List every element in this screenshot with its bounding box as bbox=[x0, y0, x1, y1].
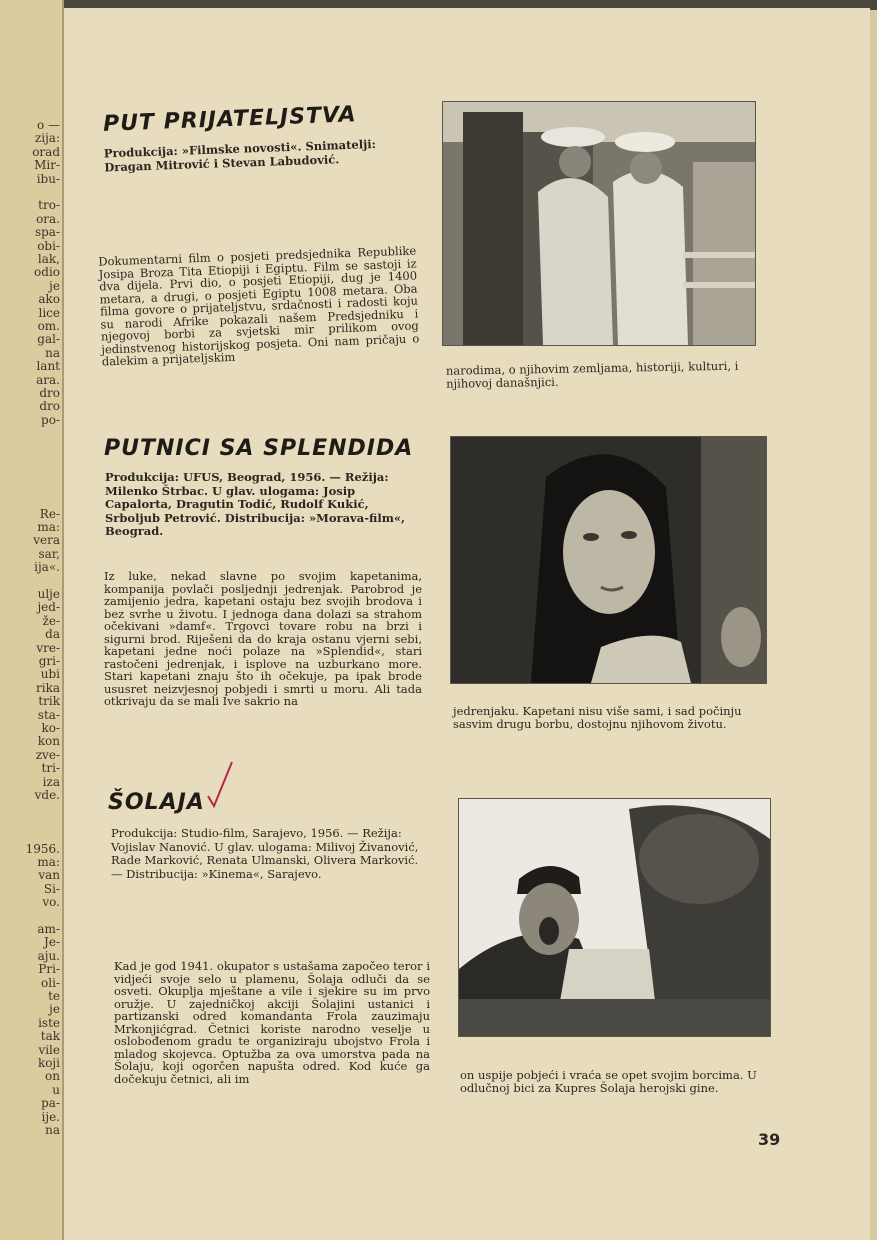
left-page-text-fragment: jed- bbox=[37, 600, 60, 615]
photo-man-shouting-image bbox=[459, 799, 770, 1036]
left-page-text-fragment: sta- bbox=[37, 707, 60, 722]
left-page-text-fragment: sar, bbox=[38, 546, 60, 561]
left-page-text-fragment: iza bbox=[42, 774, 60, 789]
left-page-text-fragment: je bbox=[49, 1002, 60, 1017]
left-page-text-fragment: gal- bbox=[37, 332, 60, 347]
photo-caption: narodima, o njihovim zemljama, historiji, kulturi, i njihovoj današnjici. bbox=[445, 358, 739, 391]
left-page-text-fragment: vre- bbox=[36, 640, 60, 655]
left-page-text-fragment: ora. bbox=[36, 211, 60, 226]
photo-woman-portrait bbox=[450, 436, 767, 684]
left-page-text-fragment: na bbox=[45, 345, 60, 360]
left-page-text-fragment: je bbox=[49, 278, 60, 293]
left-page-text-fragment: zve- bbox=[35, 747, 60, 762]
left-page-text-fragment: van bbox=[38, 868, 60, 883]
pen-checkmark-icon bbox=[206, 760, 236, 810]
left-page-text-fragment: Mir- bbox=[34, 158, 60, 173]
left-page-text-fragment: Re- bbox=[39, 506, 60, 521]
left-page-text-fragment: oli- bbox=[41, 975, 60, 990]
left-page-text-fragment: ma: bbox=[37, 855, 60, 869]
left-page-text-fragment: gri- bbox=[38, 654, 60, 668]
left-page-text-fragment: on bbox=[45, 1069, 60, 1084]
left-page-text-fragment: lice bbox=[38, 305, 60, 320]
left-page-text-fragment: zija: bbox=[34, 131, 60, 146]
left-page-text-fragment: dro bbox=[39, 386, 60, 400]
left-page-text-fragment: 1956. bbox=[25, 841, 60, 856]
left-page-text-fragment: ma: bbox=[37, 520, 60, 534]
page-number: 39 bbox=[758, 1130, 781, 1149]
left-page-text-fragment: te bbox=[48, 989, 60, 1003]
photo-man-shouting bbox=[458, 798, 771, 1037]
article-title-solaja: ŠOLAJA bbox=[108, 790, 205, 815]
left-page-text-fragment: odio bbox=[34, 265, 60, 280]
left-page-text-fragment: ija«. bbox=[34, 560, 60, 575]
left-page-text-fragment: lant bbox=[36, 359, 60, 374]
photo-state-visit-image bbox=[443, 102, 755, 345]
photo-caption: on uspije pobjeći i vraća se opet svojim borcima. U odlučnoj bici za Kupres Šolaja herojski gine. bbox=[460, 1068, 757, 1095]
left-page-text-fragment: pa- bbox=[41, 1096, 60, 1111]
left-page-text-fragment: iste bbox=[38, 1015, 60, 1030]
left-page-text-fragment: vde. bbox=[34, 788, 60, 802]
article-credits: Produkcija: Studio-film, Sarajevo, 1956. — Režija: Vojislav Nanović. U glav. ulogama: Milivoj Živanović, Rade Marković, Renata Ulmanski, Olivera Marković. — Distribucija: »Kinema«, Sarajevo. bbox=[111, 826, 419, 881]
photo-state-visit bbox=[442, 101, 756, 346]
left-page-text-fragment: tro- bbox=[38, 198, 60, 213]
left-page-text-fragment: tak bbox=[40, 1029, 60, 1044]
left-page-text-fragment: dro bbox=[39, 399, 60, 414]
left-page-text-fragment: ako bbox=[38, 292, 60, 307]
left-page-text-fragment: orad bbox=[32, 144, 60, 159]
left-page-text-fragment: ara. bbox=[36, 372, 60, 387]
left-page-text-fragment: om. bbox=[37, 319, 60, 333]
left-page-text-fragment: spa- bbox=[34, 225, 60, 240]
left-page-text-fragment: po- bbox=[41, 412, 60, 427]
left-page-text-fragment: Je- bbox=[44, 935, 60, 950]
left-page-edge bbox=[0, 0, 64, 1240]
left-page-text-fragment: ulje bbox=[37, 587, 60, 601]
left-page-text-fragment: koji bbox=[37, 1056, 60, 1070]
left-page-text-fragment: na bbox=[45, 1123, 60, 1137]
article-body: Dokumentarni film o posjeti predsjednika Republike Josipa Broza Tita Etiopiji i Egiptu. Film se sastoji iz dva dijela. Prvi dio, o posjeti Etiopiji, dug je 1400 metara, a drugi, o posjeti Egiptu 1008 metara. Oba filma govore o prijateljstvu, srdačnosti i radosti koju su narodi Afrike pokazali našem Predsjedniku i njegovoj borbi za svjetski mir prilikom ovog jedinstvenog historijskog posjeta. Oni nam pričaju o dalekim a prijateljskim bbox=[98, 243, 420, 369]
left-page-text-fragment: Pri- bbox=[38, 962, 60, 977]
left-page-text-fragment: am- bbox=[37, 922, 60, 936]
article-body: Iz luke, nekad slavne po svojim kapetanima, kompanija povlači posljednji jedrenjak. Parobrod je zamijenio jedra, kapetani ostaju bez svojih brodova i bez svrhe u životu. I jednoga dana dolazi sa strahom očekivani »damf«. Trgovci tovare robu na brzi i sigurni brod. Riješeni da do kraja ostanu vjerni sebi, kapetani jedne noći polaze na »Splendid«, stari rastočeni jedrenjak, i isplove na uzburkano more. Stari kapetani znaju što ih očekuje, pa ipak brode ususret neizvjesnoj pobjedi i smrti u moru. Ali tada otkrivaju da se mali Ive sakrio na bbox=[104, 569, 422, 708]
article-credits: Produkcija: UFUS, Beograd, 1956. — Režija: Milenko Štrbac. U glav. ulogama: Josip Capalorta, Dragutin Todić, Rudolf Kukić, Srboljub Petrović. Distribucija: »Morava-film«, Beograd. bbox=[105, 470, 406, 538]
left-page-text-fragment: o — bbox=[36, 118, 60, 132]
left-page-text-fragment: tri- bbox=[41, 761, 60, 776]
left-page-text-fragment: obi- bbox=[37, 238, 60, 253]
left-page-text-fragment: ije. bbox=[41, 1109, 60, 1124]
left-page-text-fragment: trik bbox=[38, 694, 60, 709]
left-page-text-fragment: ubi bbox=[40, 667, 60, 682]
left-page-text-fragment: rika bbox=[36, 680, 60, 695]
left-page-text-fragment: ibu- bbox=[36, 171, 60, 186]
left-page-text-fragment: u bbox=[52, 1082, 60, 1097]
left-page-text-fragment: lak, bbox=[37, 252, 60, 266]
left-page-text-fragment: kon bbox=[37, 734, 60, 749]
photo-woman-portrait-image bbox=[451, 437, 766, 683]
left-page-text-fragment: ko- bbox=[41, 721, 60, 735]
left-page-text-fragment: aju. bbox=[37, 948, 60, 963]
left-page-text-fragment: da bbox=[45, 627, 60, 642]
left-page-text-fragment: že- bbox=[42, 613, 60, 628]
article-title-putnici-sa-splendida: PUTNICI SA SPLENDIDA bbox=[104, 436, 414, 461]
photo-caption: jedrenjaku. Kapetani nisu više sami, i sad počinju sasvim drugu borbu, dostojnu njihovom životu. bbox=[453, 704, 742, 731]
left-page-text-fragment: Si- bbox=[43, 881, 60, 896]
left-page-text-fragment: vo. bbox=[42, 895, 60, 910]
left-page-text-fragment: vile bbox=[38, 1042, 60, 1057]
article-body: Kad je god 1941. okupator s ustašama započeo teror i vidjeći svoje selo u plamenu, Šolaja odluči da se osveti. Okuplja mještane a vile i sjekire su im prvo oružje. U zajedničkoj akciji Šolajini ustanici i partizanski odred komandanta Frola zauzimaju Mrkonjićgrad. Četnici koriste narodno veselje u oslobođenom gradu te organiziraju ubojstvo Frola i mladog skojevca. Optužba za ova umorstva pada na Šolaju, koji ogorčen napušta odred. Kod kuće ga dočekuju četnici, ali im bbox=[114, 959, 430, 1086]
article-credits: Produkcija: »Filmske novosti«. Snimatelji: Dragan Mitrović i Stevan Labudović. bbox=[103, 136, 377, 174]
left-page-text-fragment: vera bbox=[33, 533, 60, 548]
article-title-put-prijateljstva: PUT PRIJATELJSTVA bbox=[102, 102, 358, 137]
